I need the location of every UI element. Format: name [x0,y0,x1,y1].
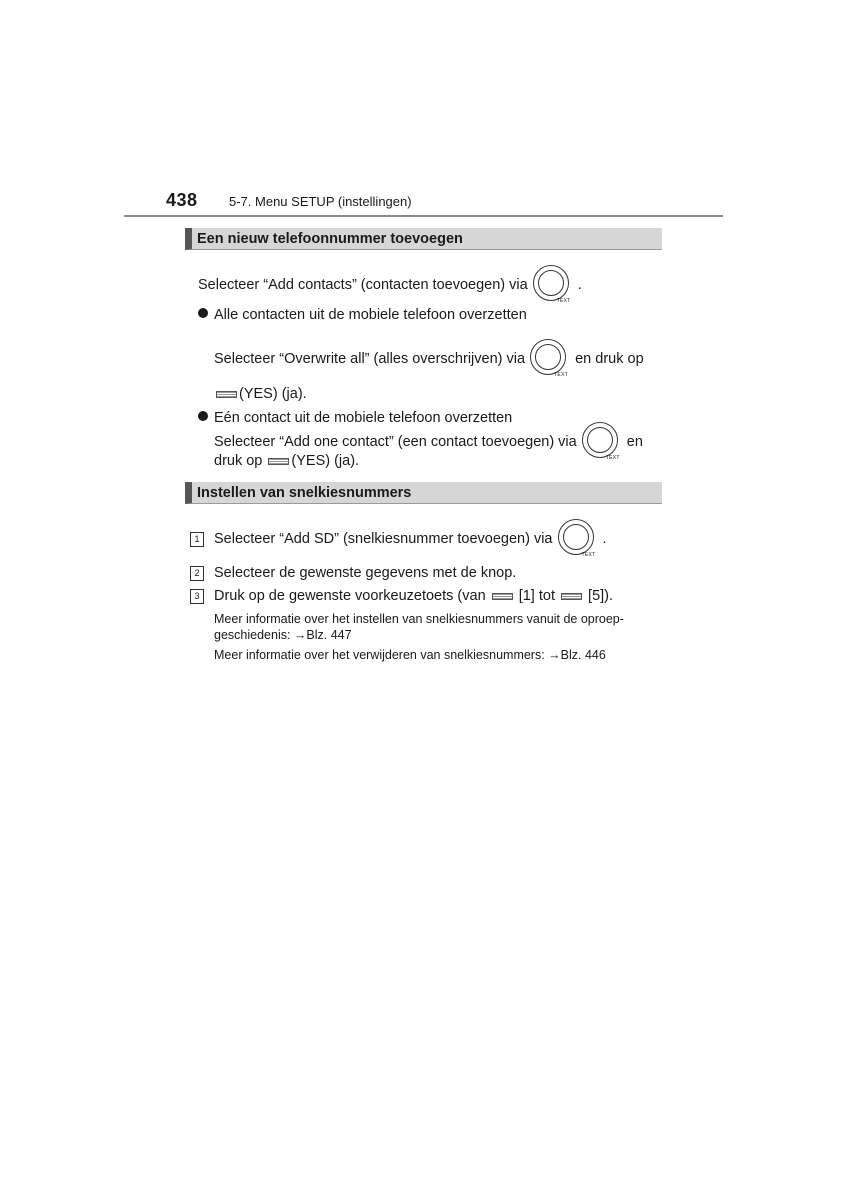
bullet-icon [198,308,208,318]
tune-select-knob-icon [529,338,571,380]
yes-text: (YES) (ja). [291,453,360,469]
preset-button-icon [268,458,289,465]
intro-line [198,264,582,306]
page-number: 438 [166,190,198,210]
header-rule [124,215,723,217]
step-text: Selecteer “Add SD” (snelkiesnummer toevoegen) via [214,530,553,547]
tune-select-knob-icon [581,421,623,463]
step-1 [190,518,607,560]
bullet-all-contacts [198,306,527,324]
tune-select-knob-icon [557,518,599,560]
intro-end: . [577,276,582,293]
step-number-box: 1 [190,532,204,547]
add-one-end: en [626,433,643,450]
knob-label: TEXT [556,298,571,304]
bullet-heading: Eén contact uit de mobiele telefoon overzetten [214,410,513,426]
overwrite-text: Selecteer “Overwrite all” (alles overschrijven) via [214,350,526,367]
step-number-box: 2 [190,566,204,581]
intro-text: Selecteer “Add contacts” (contacten toevoegen) via [198,276,528,293]
step-text: Selecteer de gewenste gegevens met de knop. [214,565,517,581]
note-history-line2: geschiedenis: →Blz. 447 [214,628,352,642]
bullet-heading: Alle contacten uit de mobiele telefoon overzetten [214,307,527,323]
preset-button-icon [492,593,513,600]
step-3 [190,587,613,605]
knob-label: TEXT [554,372,569,378]
add-one-text: Selecteer “Add one contact” (een contact toevoegen) via [214,433,577,450]
yes-line [214,385,307,403]
knob-label: TEXT [581,552,596,558]
preset-button-icon [216,391,237,398]
overwrite-line [214,338,644,380]
bullet-icon [198,411,208,421]
step-text-end: . [602,530,607,547]
druk-op-text: druk op [214,453,263,469]
preset-button-icon [561,593,582,600]
section-title: Een nieuw telefoonnummer toevoegen [197,231,463,247]
druk-op-line [214,452,359,470]
note-history-line1: Meer informatie over het instellen van snelkiesnummers vanuit de oproep- [214,612,624,626]
overwrite-end: en druk op [575,350,644,367]
step-number-box: 3 [190,589,204,604]
yes-text: (YES) (ja). [239,386,307,402]
section-title: Instellen van snelkiesnummers [197,485,412,501]
note-delete: Meer informatie over het verwijderen van snelkiesnummers: →Blz. 446 [214,648,606,662]
step-text: Druk op de gewenste voorkeuzetoets (van [214,588,486,604]
step-2 [190,564,516,582]
tune-select-knob-icon [532,264,574,306]
section-bar-speed-dial [185,482,662,504]
knob-label: TEXT [605,455,620,461]
section-bar-new-number [185,228,662,250]
step-text: [1] tot [518,588,555,604]
chapter-heading: 5-7. Menu SETUP (instellingen) [229,194,412,209]
step-text: [5]). [588,588,614,604]
